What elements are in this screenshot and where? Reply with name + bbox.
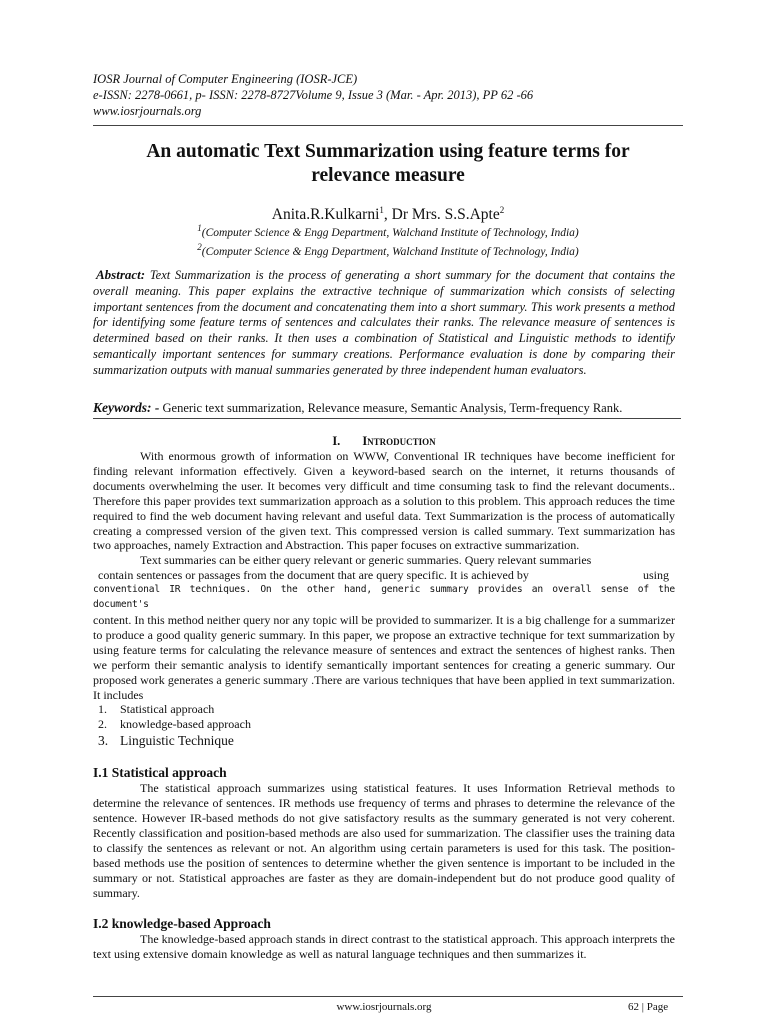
header-rule [93, 125, 683, 126]
title-line-1: An automatic Text Summarization using feature terms for [146, 141, 630, 162]
intro-line-2-part-a: contain sentences or passages from the document that are query specific. It is achieved by [98, 568, 529, 583]
footer-url[interactable]: www.iosrjournals.org [336, 1001, 432, 1013]
author-2: Dr Mrs. S.S.Apte [391, 206, 500, 224]
journal-header [93, 71, 683, 119]
keywords [93, 400, 675, 416]
list-item [93, 717, 675, 732]
section-heading-introduction [93, 433, 675, 449]
title-line-2: relevance measure [311, 165, 465, 186]
abstract [93, 267, 675, 379]
knowledge-paragraph: The knowledge-based approach stands in direct contrast to the statistical approach. This approach interprets the text using extensive domain knowledge as well as natural language techniques and then summarizes it. [93, 932, 675, 962]
footer-page-number: 62 | Page [628, 1001, 669, 1013]
affiliation-2 [93, 240, 683, 259]
author-separator: , [383, 206, 392, 224]
list-item-text: Linguistic Technique [120, 733, 234, 749]
abstract-label: Abstract: [96, 267, 146, 282]
list-item-number: 3. [98, 733, 109, 749]
journal-issn: e-ISSN: 2278-0661, p- ISSN: 2278-8727Volume 9, Issue 3 (Mar. - Apr. 2013), PP 62 -66 [93, 88, 534, 102]
intro-paragraph-2-line-1: Text summaries can be either query relevant or generic summaries. Query relevant summaries [140, 553, 592, 568]
author-2-sup: 2 [499, 205, 505, 215]
body-text [93, 449, 675, 962]
list-item-number: 2. [98, 717, 107, 732]
affiliation-1-text: (Computer Science & Engg Department, Walchand Institute of Technology, India) [201, 226, 579, 239]
section-title: Introduction [362, 434, 436, 448]
affiliation-2-sup: 2 [197, 241, 202, 252]
list-item-text: knowledge-based approach [120, 717, 251, 732]
statistical-paragraph: The statistical approach summarizes using statistical features. It uses Information Retrieval methods to determine the relevance of sentences. IR methods use frequency of terms and phrases to determine the relevance of the sentence. However IR-based methods do not give satisfactory results as the summary generated is not very coherent. Recently classification and position-based methods are also used for summarization. The classifier uses the training data to classify the sentences as relevant or not. An algorithm using certain parameters is used for this task. The position-based methods use the position of sentences to determine whether the given sentence is important to be included in the summary or not. Statistical approaches are faster as they are domain-independent but do not produce good quality of summary. [93, 781, 675, 900]
subsection-heading-knowledge: I.2 knowledge-based Approach [93, 916, 271, 932]
intro-paragraph-2-line-2 [93, 568, 675, 583]
author-1: Anita.R.Kulkarni [271, 206, 380, 224]
journal-website[interactable]: www.iosrjournals.org [93, 104, 202, 118]
abstract-text: Text Summarization is the process of generating a short summary for the document that contains the overall meaning. This paper explains the extractive technique of summarization which consists of selecting important sentences from the document and concatenating them into a short summary. This work presents a method for identifying some feature terms of sentences and calculates their ranks. The relevance measure of sentences is determined based on their ranks. It then uses a combination of Statistical and Linguistic methods to identify semantically important sentences for summary creations. Performance evaluation is done by comparing their summarization outputs with manual summaries generated by three independent human evaluators. [93, 268, 676, 377]
author-1-sup: 1 [379, 205, 384, 215]
keywords-rule [93, 418, 681, 419]
affiliation-1 [93, 221, 683, 240]
affiliation-1-sup: 1 [197, 223, 202, 233]
affiliations [93, 221, 683, 259]
intro-paragraph-2-rest: content. In this method neither query nor any topic will be provided to summarizer. It is a big challenge for a summarizer to produce a good quality generic summary. In this paper, we propose an extractive technique for text summarization by using feature terms for calculating the relevance measure of sentences and extract the sentences of highest ranks. Then we perform their semantic analysis to identify semantically important sentences for creating a generic summary. Our proposed work generates a generic summary .There are various techniques that have been applied in text summarization. It includes [93, 612, 675, 702]
intro-paragraph-1: With enormous growth of information on WWW, Conventional IR techniques have become inefficient for finding relevant information effectively. Given a keyword-based search on the internet, it returns thousands of documents overwhelming the user. It becomes very difficult and time consuming task to find the relevant documents.. Therefore this paper provides text summarization approach as a solution to this problem. This approach reduces the time required to find the web document having relevant and useful data. Text Summarization is the process of automatically creating a compressed version of the given text. This compressed version is called summary. Text summarization has two approaches, namely Extraction and Abstraction. This paper focuses on extractive summarization. [93, 449, 675, 553]
footer-rule [93, 996, 683, 997]
list-item [93, 702, 675, 717]
intro-paragraph-2-line-3: conventional IR techniques. On the other hand, generic summary provides an overall sense of the document's [93, 584, 675, 611]
techniques-list [93, 702, 675, 749]
subsection-heading-statistical: I.1 Statistical approach [93, 765, 227, 781]
section-number: I. [332, 434, 341, 448]
affiliation-2-text: (Computer Science & Engg Department, Walchand Institute of Technology, India) [201, 245, 579, 258]
paper-title [93, 140, 683, 188]
journal-name: IOSR Journal of Computer Engineering (IOSR-JCE) [93, 72, 358, 86]
list-item-number: 1. [98, 702, 107, 717]
keywords-text: Generic text summarization, Relevance measure, Semantic Analysis, Term-frequency Rank. [159, 401, 623, 415]
intro-line-2-part-b: using [642, 568, 669, 583]
list-item-text: Statistical approach [120, 702, 215, 717]
list-item [93, 732, 675, 749]
keywords-label: Keywords: - [93, 400, 160, 415]
